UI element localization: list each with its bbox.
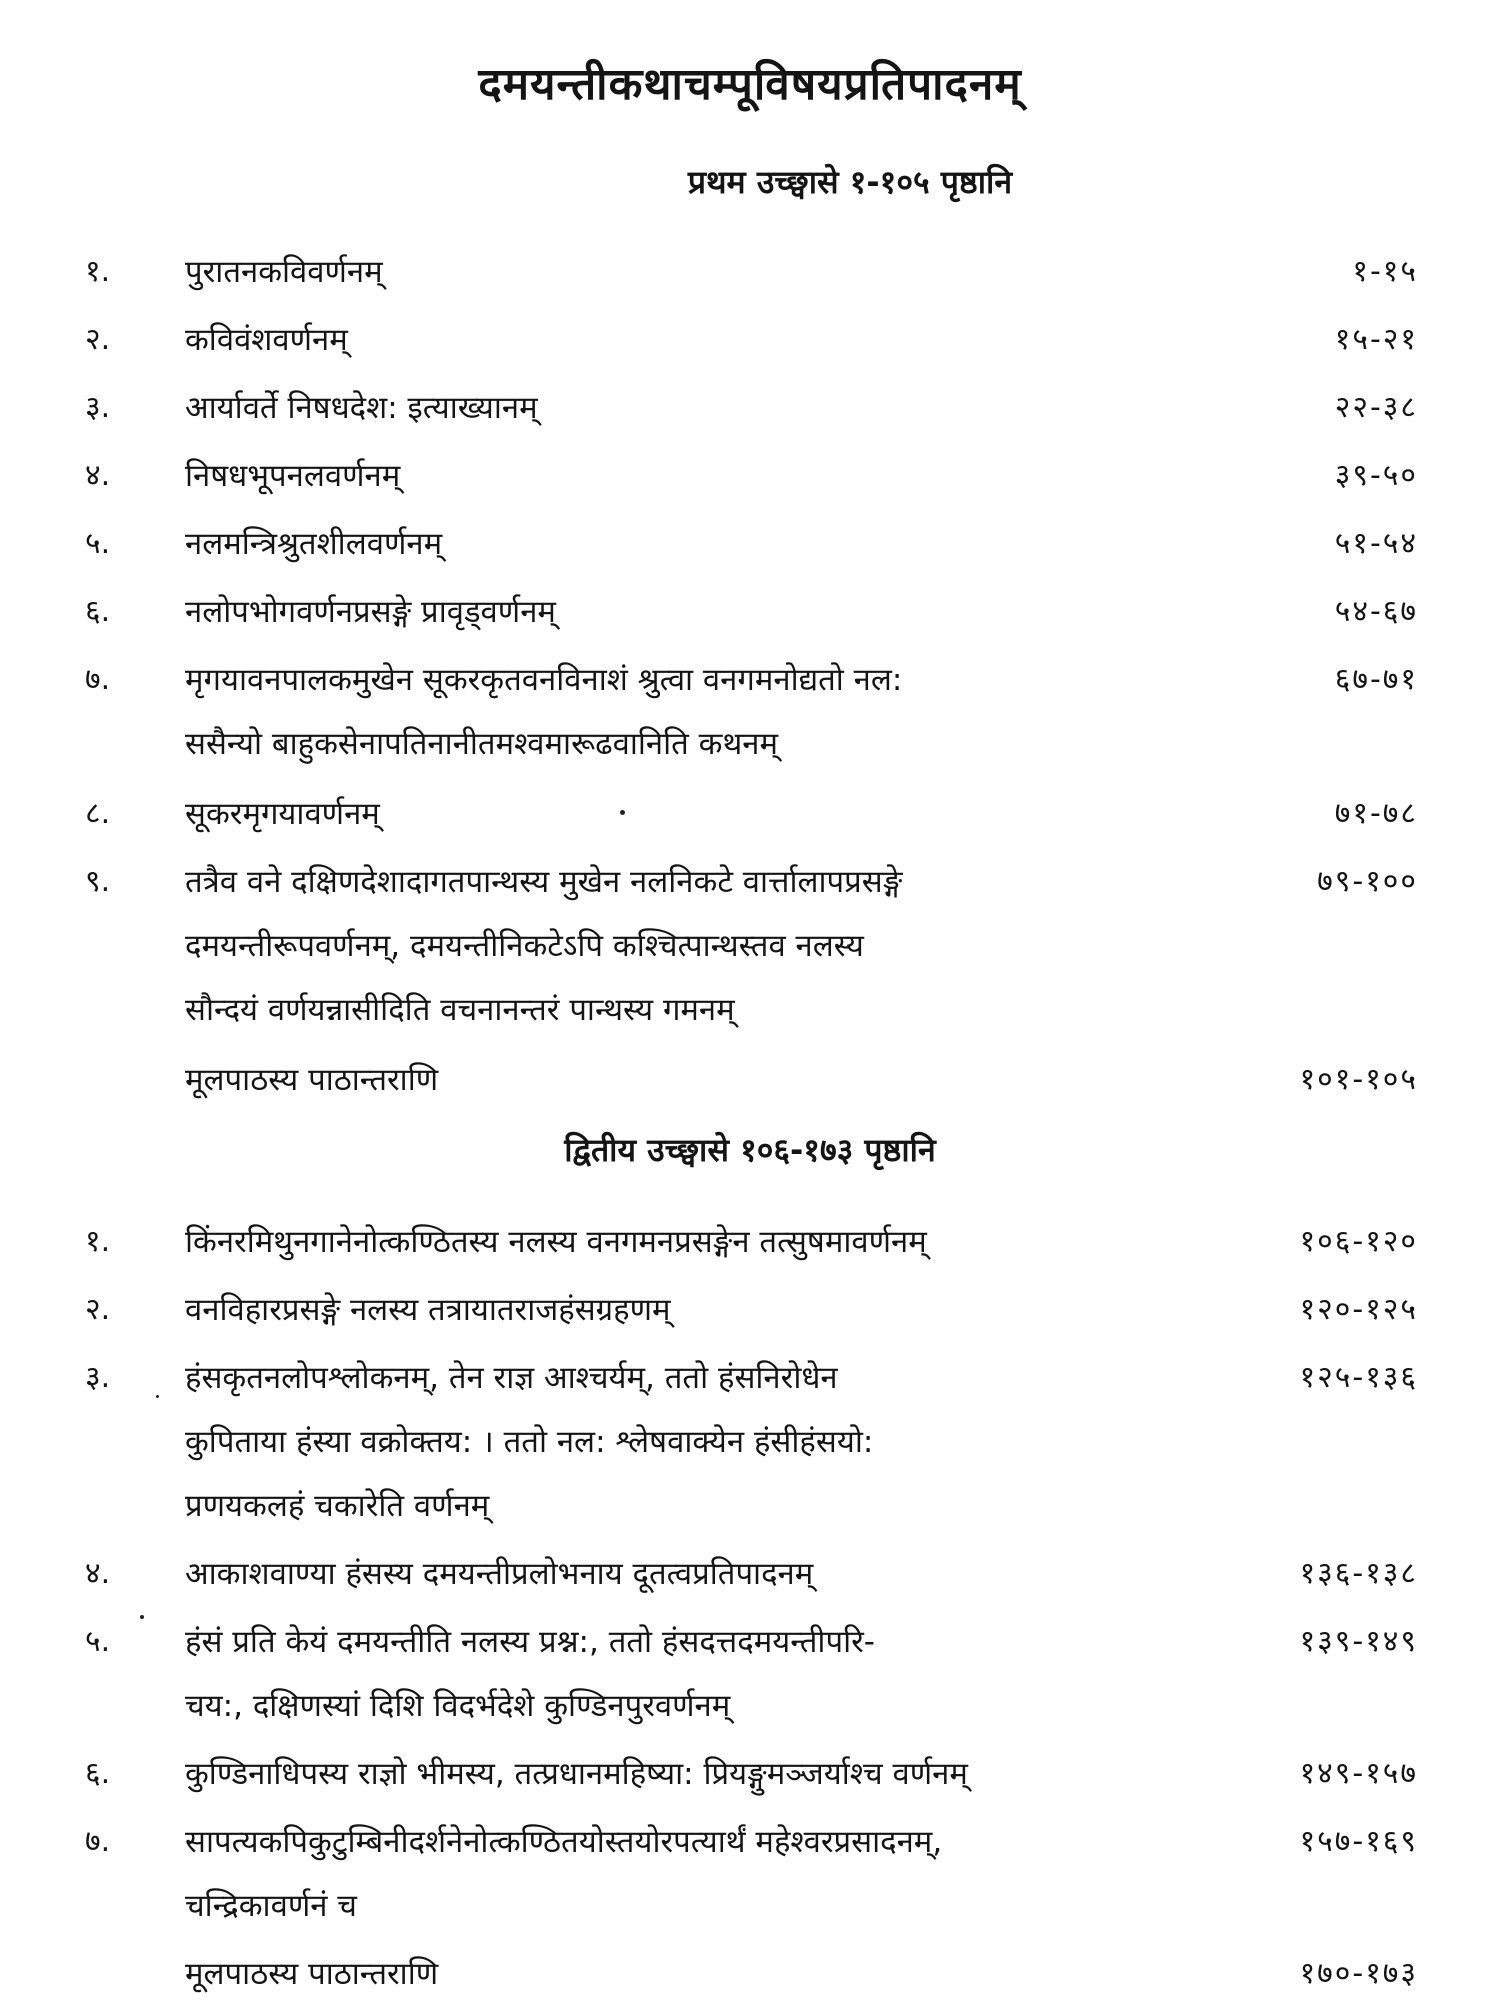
entry-number: ६.: [85, 594, 111, 629]
entry-text: मूलपाठस्य पाठान्तराणि: [185, 1062, 439, 1098]
entry-text: सूकरमृगयावर्णनम्: [185, 796, 380, 832]
contents-entry: [0, 1610, 1500, 1738]
entry-pages: ३९-५०: [1334, 458, 1418, 493]
entry-pages: १-१५: [1352, 254, 1418, 289]
contents-entry: [0, 376, 1500, 440]
entry-text: मूलपाठस्य पाठान्तराणि: [185, 1956, 439, 1992]
contents-entry: [0, 1542, 1500, 1606]
section-heading-first: प्रथम उच्छ्वासे १-१०५ पृष्ठानि: [687, 163, 1013, 201]
entry-pages: १०१-१०५: [1299, 1062, 1418, 1097]
print-speck: [156, 1395, 159, 1398]
entry-pages: ७९-१००: [1317, 864, 1418, 899]
entry-pages: २२-३८: [1334, 390, 1418, 425]
entry-pages: ५४-६७: [1334, 594, 1418, 629]
entry-text: निषधभूपनलवर्णनम्: [185, 458, 401, 494]
entry-text: नलमन्त्रिश्रुतशीलवर्णनम्: [185, 526, 443, 562]
entry-text: दमयन्तीरूपवर्णनम्, दमयन्तीनिकटेऽपि कश्चित्पान्थस्तव नलस्य: [185, 928, 864, 964]
entry-text: आकाशवाण्या हंसस्य दमयन्तीप्रलोभनाय दूतत्वप्रतिपादनम्: [185, 1556, 814, 1592]
entry-number: २.: [85, 322, 111, 357]
contents-entry: [0, 1810, 1500, 1938]
print-speck: [620, 810, 625, 815]
entry-number: १.: [85, 254, 111, 289]
entry-text: आर्यावर्ते निषधदेश: इत्याख्यानम्: [185, 390, 538, 426]
page-title: दमयन्तीकथाचम्पूविषयप्रतिपादनम्: [478, 59, 1022, 110]
entry-text: तत्रैव वने दक्षिणदेशादागतपान्थस्य मुखेन नलनिकटे वार्त्तालापप्रसङ्गे: [185, 864, 903, 900]
entry-number: १.: [85, 1224, 111, 1259]
section-heading-second: द्वितीय उच्छ्वासे १०६-१७३ पृष्ठानि: [564, 1131, 936, 1169]
contents-entry: [0, 444, 1500, 508]
entry-number: ९.: [85, 864, 111, 899]
entry-pages: १४९-१५७: [1299, 1756, 1418, 1791]
entry-text: वनविहारप्रसङ्गे नलस्य तत्रायातराजहंसग्रहणम्: [185, 1292, 671, 1328]
entry-text: प्रणयकलहं चकारेति वर्णनम्: [185, 1488, 490, 1524]
entry-text: सापत्यकपिकुटुम्बिनीदर्शनेनोत्कण्ठितयोस्तयोरपत्यार्थं महेश्वरप्रसादनम्,: [185, 1824, 943, 1860]
contents-entry: [0, 1742, 1500, 1806]
entry-pages: ६७-७१: [1334, 662, 1418, 697]
entry-text: हंसं प्रति केयं दमयन्तीति नलस्य प्रश्न:, ततो हंसदत्तदमयन्तीपरि-: [185, 1624, 875, 1660]
entry-text: नलोपभोगवर्णनप्रसङ्गे प्रावृड्वर्णनम्: [185, 594, 556, 630]
contents-entry: [0, 512, 1500, 576]
contents-entry: [0, 850, 1500, 1042]
contents-entry-variants: [0, 1942, 1500, 2006]
entry-pages: १०६-१२०: [1299, 1224, 1418, 1259]
entry-text: कविवंशवर्णनम्: [185, 322, 348, 358]
contents-entry: [0, 648, 1500, 776]
entry-pages: १३९-१४९: [1299, 1624, 1418, 1659]
entry-pages: १३६-१३८: [1299, 1556, 1418, 1591]
contents-entry: [0, 1346, 1500, 1538]
contents-entry: [0, 240, 1500, 304]
entry-text: ससैन्यो बाहुकसेनापतिनानीतमश्वमारूढवानिति कथनम्: [185, 726, 779, 762]
entry-number: ३.: [85, 390, 111, 425]
entry-pages: ५१-५४: [1334, 526, 1418, 561]
contents-entry: [0, 580, 1500, 644]
entry-number: ६.: [85, 1756, 111, 1791]
entry-pages: ७१-७८: [1334, 796, 1418, 831]
entry-number: ४.: [85, 458, 111, 493]
entry-text: पुरातनकविवर्णनम्: [185, 254, 383, 290]
print-speck: [140, 1615, 144, 1619]
entry-pages: १२०-१२५: [1299, 1292, 1418, 1327]
entry-text: कुपिताया हंस्या वक्रोक्तय: । ततो नल: श्लेषवाक्येन हंसीहंसयो:: [185, 1424, 874, 1460]
entry-number: ८.: [85, 796, 111, 831]
contents-entry: [0, 782, 1500, 846]
contents-entry-variants: [0, 1048, 1500, 1112]
entry-number: २.: [85, 1292, 111, 1327]
entry-pages: १२५-१३६: [1299, 1360, 1418, 1395]
entry-text: हंसकृतनलोपश्लोकनम्, तेन राज्ञ आश्चर्यम्, ततो हंसनिरोधेन: [185, 1360, 838, 1396]
entry-number: ७.: [85, 662, 111, 697]
entry-number: ७.: [85, 1824, 111, 1859]
contents-entry: [0, 1278, 1500, 1342]
entry-pages: १७०-१७३: [1299, 1956, 1418, 1991]
entry-text: सौन्दयं वर्णयन्नासीदिति वचनानन्तरं पान्थस्य गमनम्: [185, 992, 735, 1028]
entry-text: चय:, दक्षिणस्यां दिशि विदर्भदेशे कुण्डिनपुरवर्णनम्: [185, 1688, 731, 1724]
entry-number: ५.: [85, 1624, 111, 1659]
contents-entry: [0, 1210, 1500, 1274]
entry-text: मृगयावनपालकमुखेन सूकरकृतवनविनाशं श्रुत्वा वनगमनोद्यतो नल:: [185, 662, 903, 698]
entry-text: किंनरमिथुनगानेनोत्कण्ठितस्य नलस्य वनगमनप्रसङ्गेन तत्सुषमावर्णनम्: [185, 1224, 927, 1260]
contents-list-first: [0, 240, 1500, 1116]
entry-text: चन्द्रिकावर्णनं च: [185, 1888, 357, 1924]
contents-entry: [0, 308, 1500, 372]
entry-pages: १५-२१: [1334, 322, 1418, 357]
entry-text: कुण्डिनाधिपस्य राज्ञो भीमस्य, तत्प्रधानमहिष्या: प्रियङ्गुमञ्जर्याश्च वर्णनम्: [185, 1756, 968, 1792]
entry-number: ४.: [85, 1556, 111, 1591]
entry-number: ५.: [85, 526, 111, 561]
entry-pages: १५७-१६९: [1299, 1824, 1418, 1859]
contents-list-second: [0, 1210, 1500, 2010]
entry-number: ३.: [85, 1360, 111, 1395]
